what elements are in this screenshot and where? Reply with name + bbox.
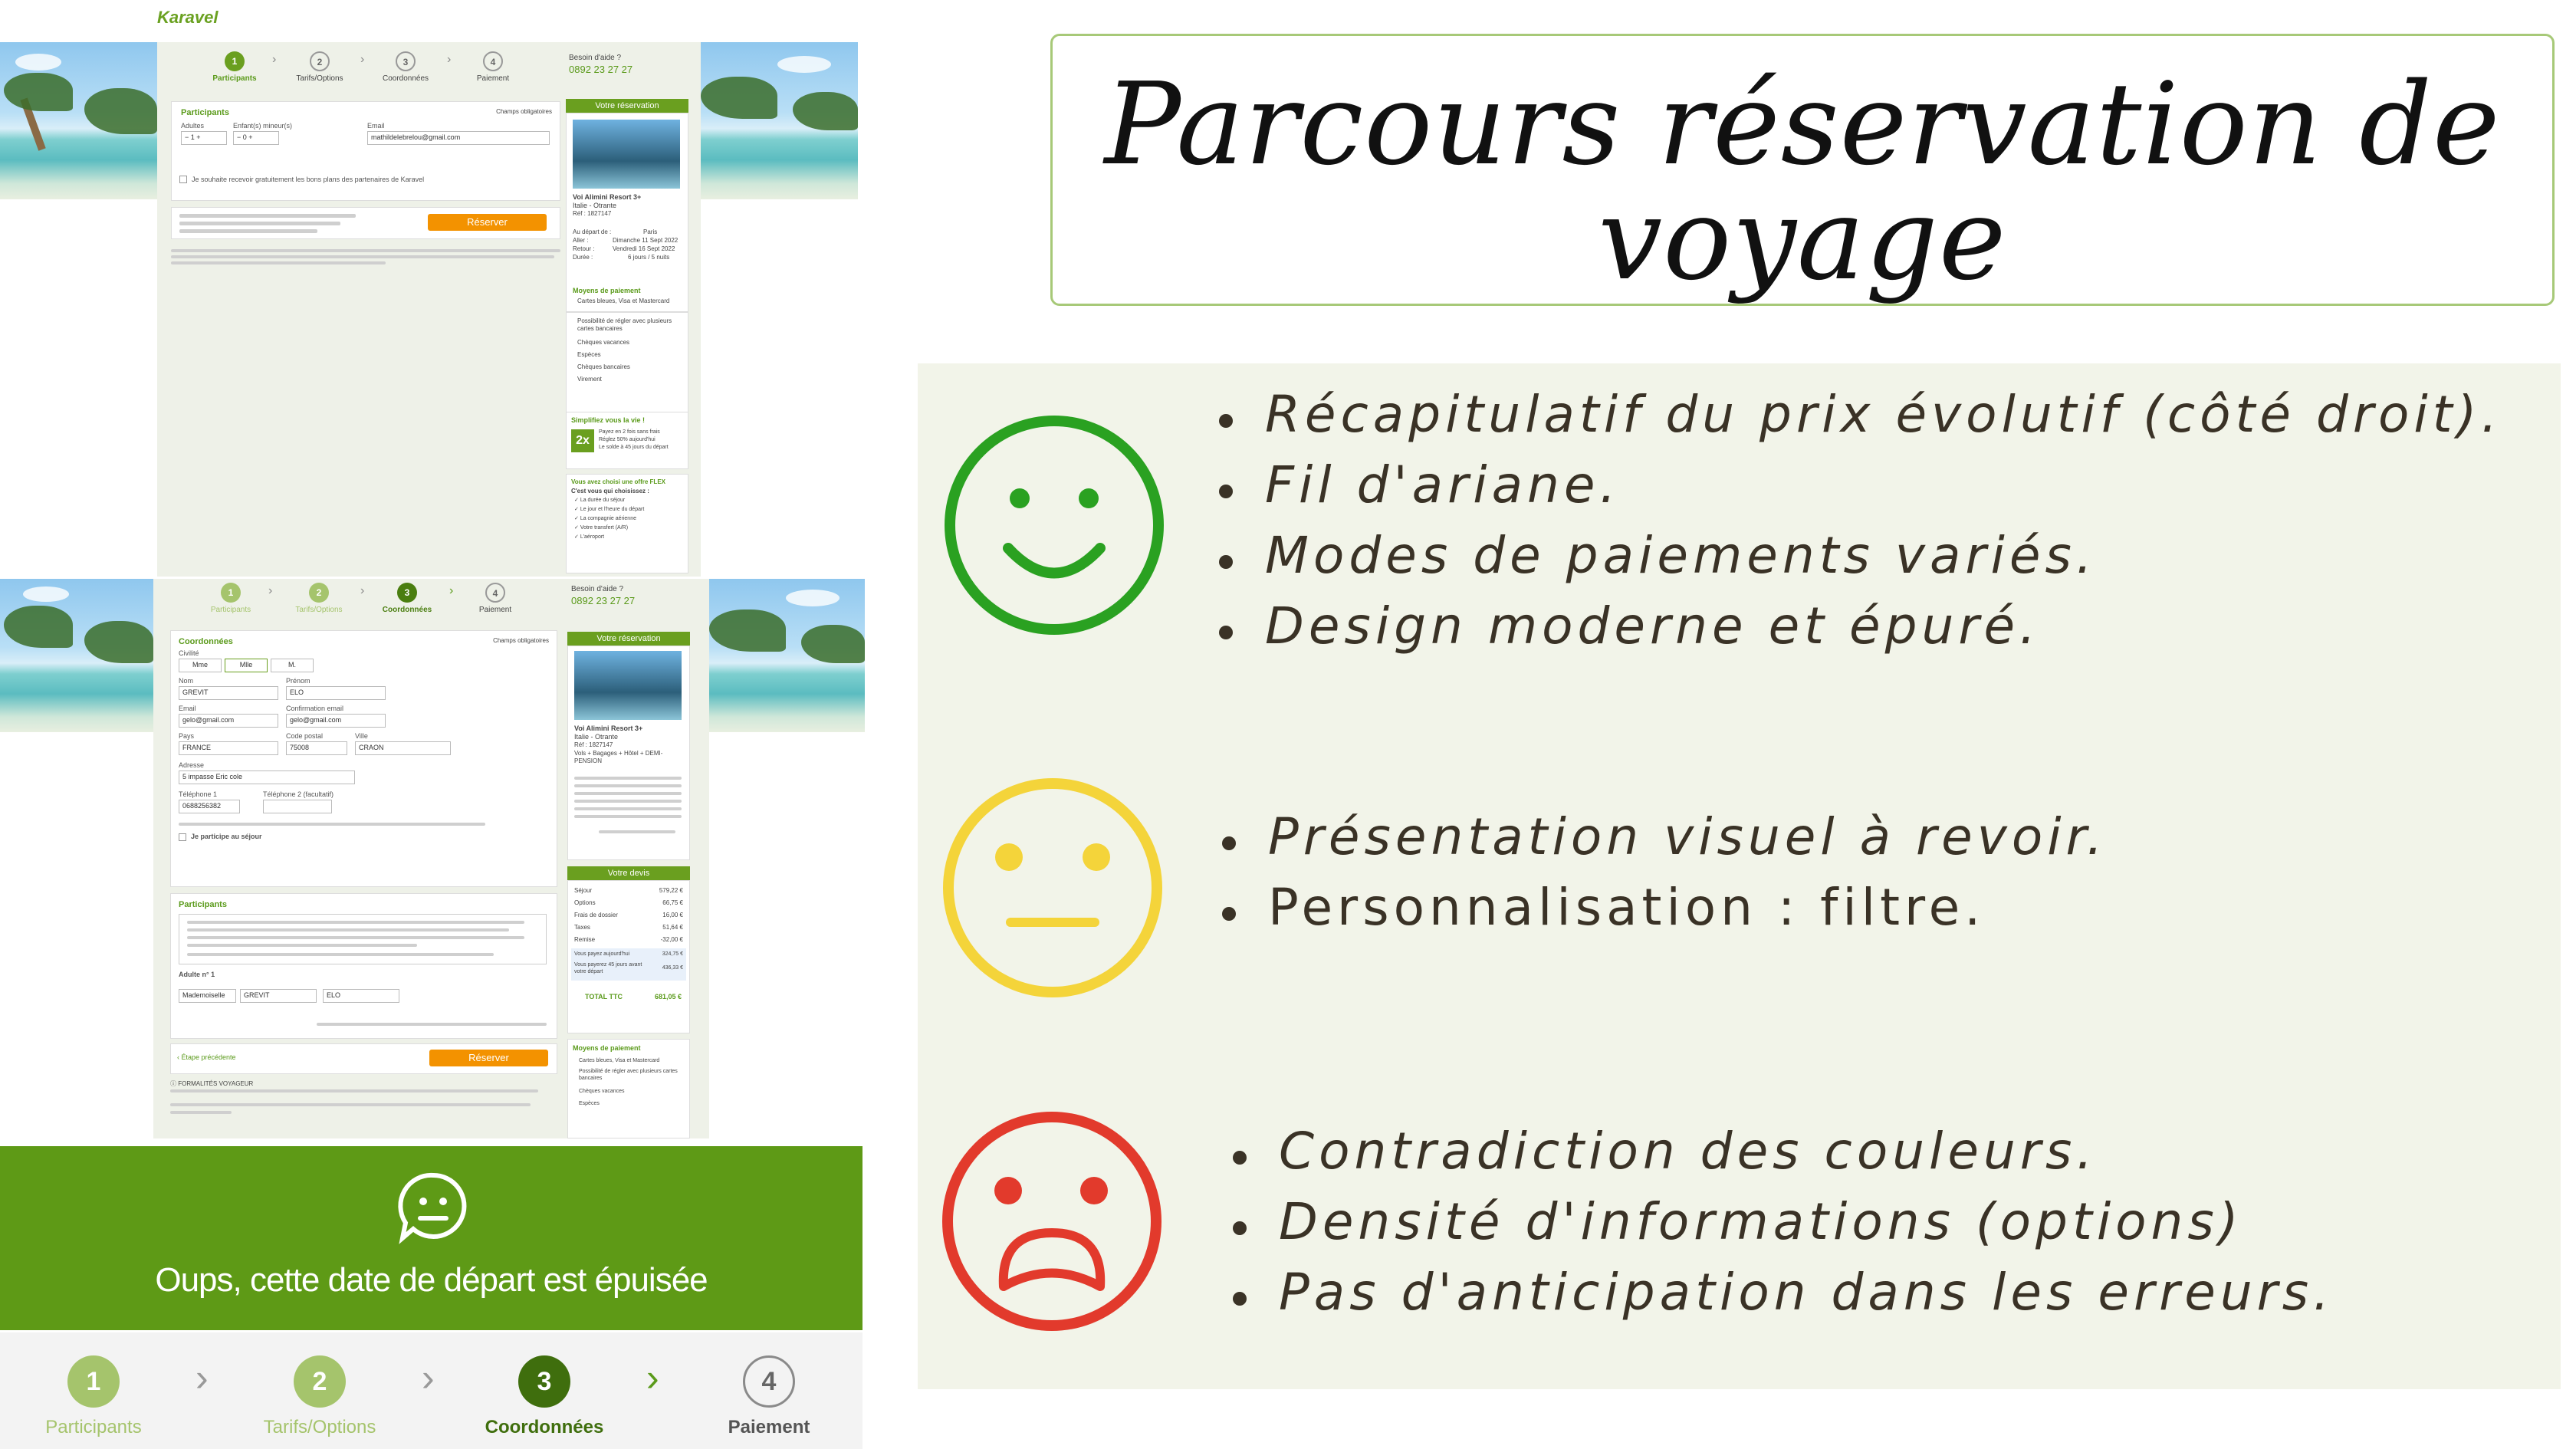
- hotel-photo: [574, 651, 682, 720]
- step-1-circle[interactable]: 1: [225, 51, 245, 71]
- step-2-label: Tarifs/Options: [263, 1417, 376, 1438]
- chevron-right-icon: ›: [196, 1356, 209, 1399]
- step-4-circle[interactable]: 4: [483, 51, 503, 71]
- title-box: [1050, 34, 2555, 306]
- reservation-card: [567, 646, 690, 860]
- neutral-item: Présentation visuel à revoir.: [1222, 807, 2108, 878]
- payment-item: Chèques vacances: [577, 339, 630, 346]
- mandatory-note: Champs obligatoires: [496, 108, 552, 115]
- step-1-circle[interactable]: 1: [221, 583, 241, 603]
- step-1-label: Participants: [212, 74, 257, 83]
- neutral-face-icon: [941, 777, 1164, 999]
- participe-checkbox[interactable]: [179, 833, 186, 841]
- retour-value: Vendredi 16 Sept 2022: [613, 245, 675, 252]
- total-label: TOTAL TTC: [585, 993, 623, 1001]
- beach-image-left-2: [0, 579, 153, 732]
- ville-label: Ville: [355, 732, 368, 740]
- payment-item: Chèques bancaires: [577, 363, 630, 370]
- step-4-label: Paiement: [476, 74, 510, 83]
- negative-item: Pas d'anticipation dans les erreurs.: [1233, 1263, 2334, 1333]
- flex-title: Vous avez choisi une offre FLEX: [571, 478, 665, 485]
- step-3-label: Coordonnées: [485, 1417, 604, 1438]
- email-label: Email: [367, 122, 385, 130]
- depart-label: Au départ de :: [573, 228, 612, 235]
- step-1-circle[interactable]: 1: [67, 1355, 120, 1408]
- adulte-prenom-field[interactable]: ELO: [323, 989, 399, 1003]
- beach-image-left-1: [0, 42, 157, 199]
- flex-item: ✓ L'aéroport: [574, 534, 605, 540]
- reserve-button[interactable]: Réserver: [429, 1050, 548, 1066]
- simplify-item: Réglez 50% aujourd'hui: [599, 437, 656, 442]
- pays-label: Pays: [179, 732, 195, 740]
- pay-today-value: 324,75 €: [662, 951, 683, 957]
- devis-label: Options: [574, 899, 596, 906]
- chevron-right-icon: ›: [268, 584, 273, 597]
- pay-later-value: 436,33 €: [662, 965, 683, 971]
- flex-item: ✓ La durée du séjour: [574, 498, 626, 503]
- simplify-item: Payez en 2 fois sans frais: [599, 429, 660, 435]
- help-title: Besoin d'aide ?: [571, 585, 624, 593]
- adulte-civility-select[interactable]: Mademoiselle: [179, 989, 236, 1003]
- bottom-breadcrumb: [0, 1332, 863, 1449]
- tel2-field[interactable]: [263, 800, 332, 813]
- adults-label: Adultes: [181, 122, 205, 130]
- duree-value: 6 jours / 5 nuits: [628, 254, 670, 261]
- help-phone[interactable]: 0892 23 27 27: [571, 595, 636, 606]
- devis-label: Taxes: [574, 924, 590, 931]
- devis-value: 579,22 €: [659, 887, 683, 894]
- hotel-name: Voi Alimini Resort 3+: [573, 193, 642, 201]
- positive-item: Récapitulatif du prix évolutif (côté droit).: [1219, 385, 2502, 455]
- hotel-ref: Réf : 1827147: [574, 741, 613, 748]
- slide-title: Parcours réservation de voyage: [1104, 58, 2501, 305]
- pay-later-label: Vous payerez 45 jours avant votre départ: [574, 962, 642, 974]
- cp-label: Code postal: [286, 732, 324, 740]
- ville-field[interactable]: CRAON: [355, 741, 451, 755]
- pension-info: Vols + Bagages + Hôtel + DEMI-PENSION: [574, 750, 663, 764]
- reservation-header: Votre réservation: [567, 632, 690, 646]
- mandatory-note: Champs obligatoires: [493, 637, 549, 644]
- step-3-label: Coordonnées: [382, 74, 429, 83]
- adresse-field[interactable]: 5 impasse Eric cole: [179, 770, 355, 784]
- reservation-card: [566, 113, 688, 312]
- devis-value: 66,75 €: [662, 899, 683, 906]
- step-3-circle[interactable]: 3: [518, 1355, 570, 1408]
- chevron-right-icon: ›: [447, 53, 452, 66]
- chevron-right-icon: ›: [360, 53, 365, 66]
- section-title: Participants: [181, 108, 229, 117]
- flex-item: ✓ Votre transfert (A/R): [574, 525, 629, 531]
- participants-form: [171, 101, 560, 201]
- step-2-circle[interactable]: 2: [310, 51, 330, 71]
- help-title: Besoin d'aide ?: [569, 54, 622, 62]
- payments-title: Moyens de paiement: [573, 287, 641, 294]
- payment-item: Espèces: [579, 1101, 600, 1106]
- section-title: Coordonnées: [179, 637, 233, 646]
- devis-value: 51,64 €: [662, 924, 683, 931]
- info-box: [179, 914, 547, 964]
- hotel-location: Italie - Otrante: [574, 733, 619, 741]
- flex-box: [566, 474, 688, 573]
- positive-item: Fil d'ariane.: [1219, 455, 2502, 526]
- email-field[interactable]: gelo@gmail.com: [179, 714, 278, 728]
- payment-item: Espèces: [577, 351, 601, 358]
- devis-label: Remise: [574, 936, 596, 943]
- retour-label: Retour :: [573, 245, 595, 252]
- payment-item: Virement: [577, 376, 602, 383]
- simplify-title: Simplifiez vous la vie !: [571, 416, 646, 424]
- tel-label: Téléphone 1: [179, 790, 218, 798]
- chevron-right-icon: ›: [422, 1356, 435, 1399]
- beach-image-right-2: [709, 579, 865, 732]
- newsletter-checkbox[interactable]: [179, 176, 187, 183]
- adulte-label: Adulte n° 1: [179, 971, 215, 978]
- payments-title: Moyens de paiement: [573, 1044, 641, 1052]
- civility-mme[interactable]: Mme: [179, 659, 222, 672]
- reserve-button[interactable]: Réserver: [428, 214, 547, 231]
- civility-label: Civilité: [179, 649, 199, 657]
- simplify-box: [566, 412, 688, 469]
- adulte-nom-field[interactable]: GREVIT: [240, 989, 317, 1003]
- step-1-label: Participants: [210, 606, 251, 614]
- payments-box: [567, 1039, 690, 1138]
- positive-list: [1219, 385, 2502, 667]
- karavel-logo[interactable]: Karavel: [157, 8, 219, 27]
- happy-face-icon: [943, 414, 1165, 636]
- prenom-label: Prénom: [286, 677, 310, 685]
- sad-face-icon: [941, 1110, 1163, 1332]
- reservation-header: Votre réservation: [566, 99, 688, 113]
- email-label: Email: [179, 705, 196, 712]
- civility-m[interactable]: M.: [271, 659, 314, 672]
- email-field[interactable]: mathildelebrelou@gmail.com: [367, 131, 550, 145]
- step-4-label: Paiement: [478, 606, 512, 614]
- nom-label: Nom: [179, 677, 194, 685]
- payment-split: [571, 948, 686, 981]
- devis-header: Votre devis: [567, 866, 690, 880]
- step-4-label: Paiement: [728, 1417, 810, 1438]
- children-stepper[interactable]: − 0 +: [233, 131, 279, 145]
- devis-label: Frais de dossier: [574, 912, 618, 918]
- civility-mlle[interactable]: Mlle: [225, 659, 268, 672]
- two-times-badge: 2x: [571, 429, 594, 452]
- step-2-label: Tarifs/Options: [295, 606, 343, 614]
- chevron-right-icon: ›: [646, 1356, 659, 1399]
- negative-list: [1233, 1122, 2334, 1333]
- email-confirm-label: Confirmation email: [286, 705, 344, 712]
- step-4-circle[interactable]: 4: [485, 583, 505, 603]
- neutral-list: [1222, 807, 2108, 948]
- aller-value: Dimanche 11 Sept 2022: [613, 237, 678, 244]
- flex-item: ✓ Le jour et l'heure du départ: [574, 507, 645, 512]
- aller-label: Aller :: [573, 237, 589, 244]
- hotel-photo: [573, 120, 680, 189]
- back-link[interactable]: ‹ Étape précédente: [177, 1053, 236, 1061]
- payment-item: Possibilité de régler avec plusieurs cartes bancaires: [577, 317, 672, 332]
- payment-item: Chèques vacances: [579, 1089, 625, 1094]
- participants-title: Participants: [179, 900, 227, 909]
- adults-stepper[interactable]: − 1 +: [181, 131, 227, 145]
- step-3-label: Coordonnées: [382, 606, 432, 614]
- tel2-label: Téléphone 2 (facultatif): [263, 790, 334, 798]
- nom-field[interactable]: GREVIT: [179, 686, 278, 700]
- step-1-label: Participants: [45, 1417, 142, 1438]
- contact-form: [170, 630, 557, 887]
- total-value: 681,05 €: [654, 993, 682, 1001]
- flex-subtitle: C'est vous qui choisissez :: [571, 488, 649, 495]
- formalites-title: ⓘ FORMALITÉS VOYAGEUR: [170, 1080, 254, 1087]
- step-2-label: Tarifs/Options: [296, 74, 343, 83]
- flex-item: ✓ La compagnie aérienne: [574, 516, 636, 521]
- hotel-ref: Réf : 1827147: [573, 210, 612, 217]
- step-4-circle[interactable]: 4: [743, 1355, 795, 1408]
- step-3-circle[interactable]: 3: [397, 583, 417, 603]
- devis-value: -32,00 €: [660, 936, 683, 943]
- participants-form: [170, 893, 557, 1039]
- hotel-location: Italie - Otrante: [573, 202, 617, 209]
- positive-item: Modes de paiements variés.: [1219, 526, 2502, 596]
- devis-card: [567, 880, 690, 1033]
- neutral-item: Personnalisation : filtre.: [1222, 878, 2108, 948]
- error-message: Oups, cette date de départ est épuisée: [155, 1261, 708, 1299]
- payment-item: Cartes bleues, Visa et Mastercard: [577, 297, 670, 304]
- pay-today-label: Vous payez aujourd'hui: [574, 951, 630, 957]
- chevron-right-icon: ›: [449, 584, 454, 597]
- participe-label: Je participe au séjour: [191, 833, 262, 840]
- help-phone[interactable]: 0892 23 27 27: [569, 64, 633, 75]
- depart-value: Paris: [643, 228, 658, 235]
- simplify-item: Le solde à 45 jours du départ: [599, 445, 669, 450]
- step-2-circle[interactable]: 2: [309, 583, 329, 603]
- cp-field[interactable]: 75008: [286, 741, 347, 755]
- tel-field[interactable]: 0688256382: [179, 800, 240, 813]
- step-3-circle[interactable]: 3: [396, 51, 416, 71]
- payment-item: Possibilité de régler avec plusieurs cartes bancaires: [579, 1069, 678, 1081]
- negative-item: Contradiction des couleurs.: [1233, 1122, 2334, 1192]
- positive-item: Design moderne et épuré.: [1219, 596, 2502, 667]
- chevron-right-icon: ›: [272, 53, 277, 66]
- beach-image-right-1: [701, 42, 858, 199]
- hotel-name: Voi Alimini Resort 3+: [574, 724, 643, 732]
- chat-sad-icon: [395, 1169, 472, 1246]
- children-label: Enfant(s) mineur(s): [233, 122, 293, 130]
- email-confirm-field[interactable]: gelo@gmail.com: [286, 714, 386, 728]
- adresse-label: Adresse: [179, 761, 205, 769]
- prenom-field[interactable]: ELO: [286, 686, 386, 700]
- booking-page-1: [157, 42, 701, 577]
- payment-item: Cartes bleues, Visa et Mastercard: [579, 1058, 660, 1063]
- devis-value: 16,00 €: [662, 912, 683, 918]
- newsletter-label: Je souhaite recevoir gratuitement les bons plans des partenaires de Karavel: [192, 176, 425, 183]
- devis-label: Séjour: [574, 887, 593, 894]
- pays-select[interactable]: FRANCE: [179, 741, 278, 755]
- negative-item: Densité d'informations (options): [1233, 1192, 2334, 1263]
- step-2-circle[interactable]: 2: [294, 1355, 346, 1408]
- duree-label: Durée :: [573, 254, 593, 261]
- booking-page-2: [153, 579, 709, 1138]
- chevron-right-icon: ›: [360, 584, 365, 597]
- error-banner: [0, 1146, 863, 1330]
